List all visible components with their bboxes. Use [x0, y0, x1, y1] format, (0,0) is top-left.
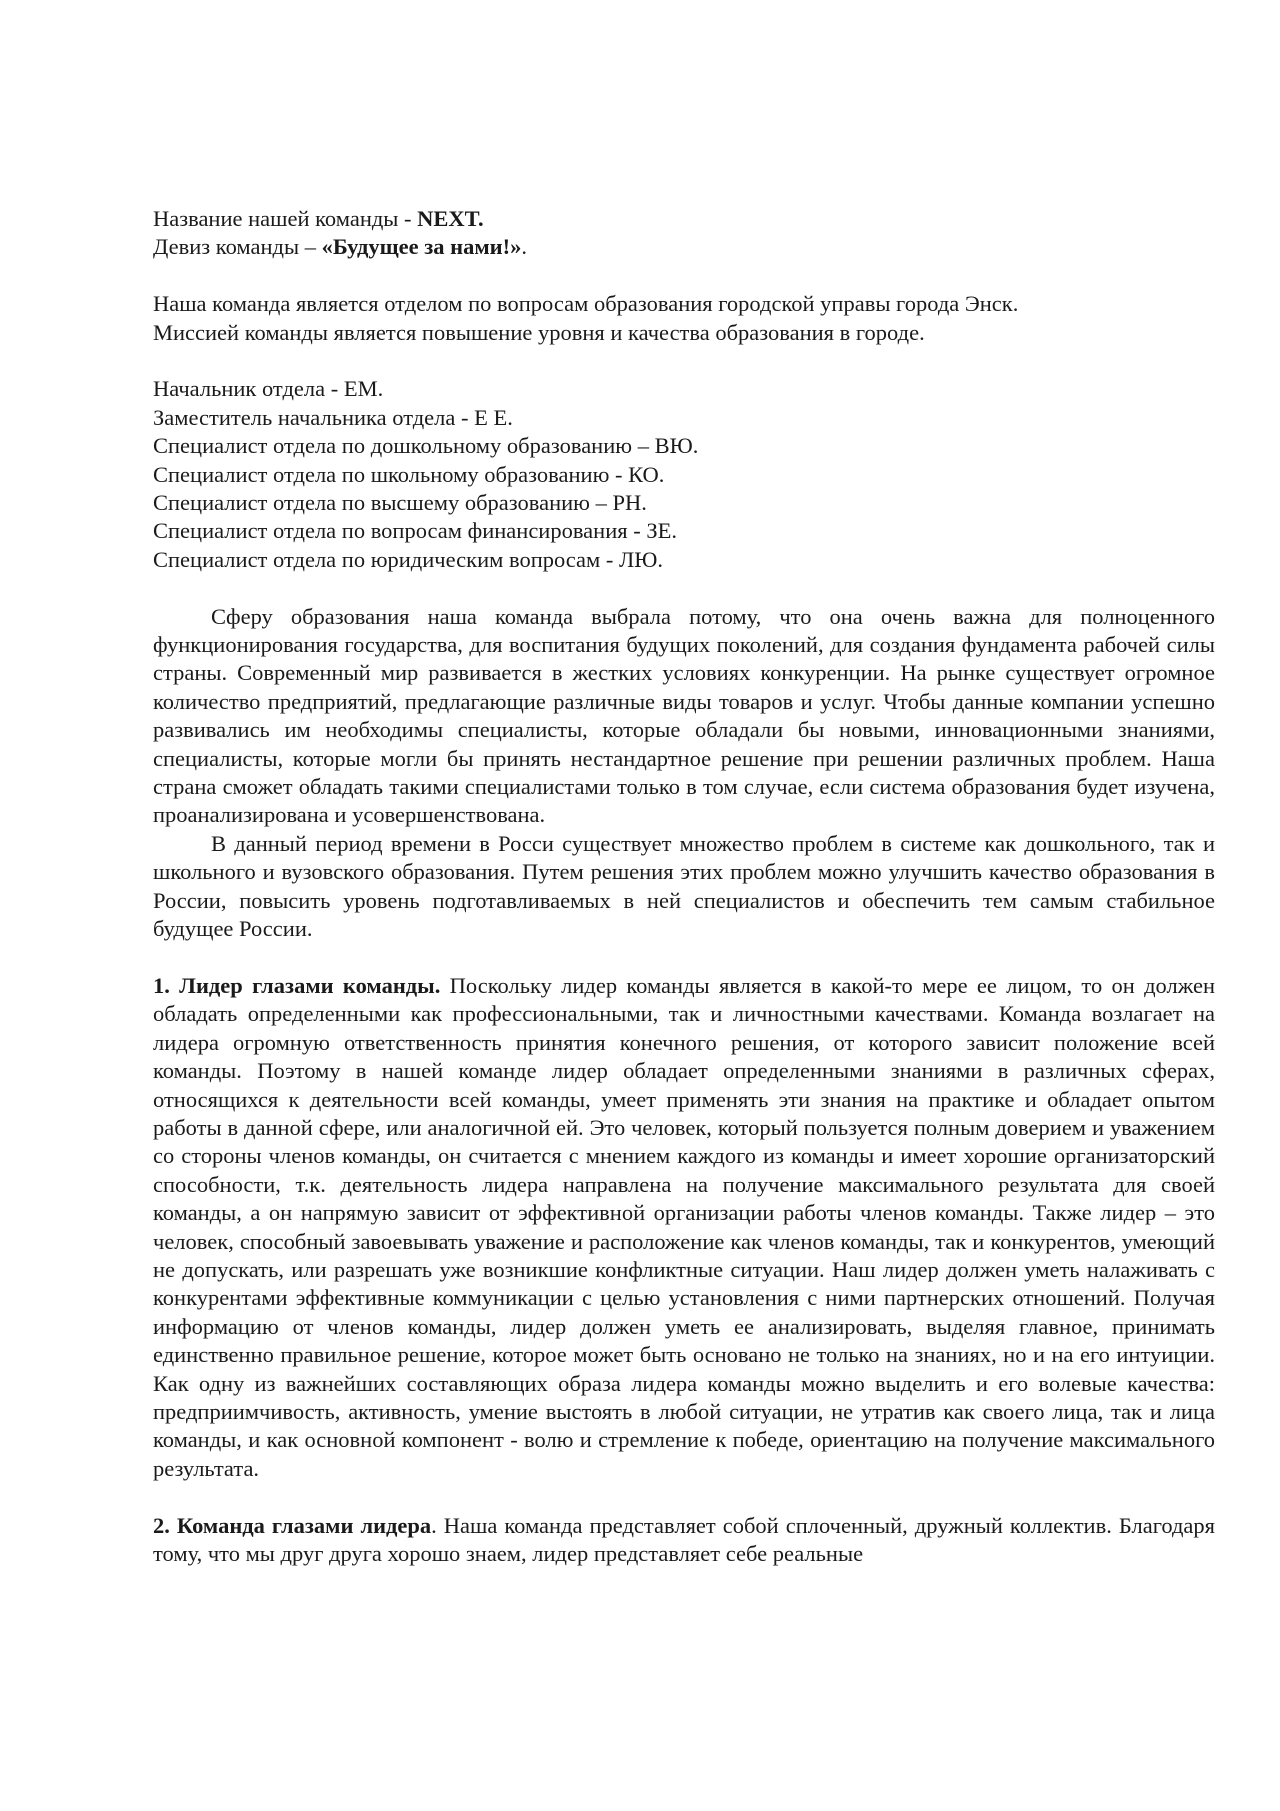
staff-line: Специалист отдела по высшему образованию – РН.	[153, 490, 647, 516]
team-name-line	[153, 205, 1215, 233]
intro-line: Наша команда является отделом по вопросам образования городской управы города Энск.	[153, 291, 1019, 317]
team-name-label: Название нашей команды -	[153, 206, 418, 231]
body-paragraph: Сферу образования наша команда выбрала потому, что она очень важна для полноценного функционирования государства, для воспитания будущих поколений, для создания фундамента рабочей силы страны. Современный мир развивается в жестких условиях конкуренции. На рынке существует огромное количество предприятий, предлагающие различные виды товаров и услуг. Чтобы данные компании успешно развивались им необходимы специалисты, которые обладали бы новыми, инновационными знаниями, специалисты, которые могли бы принять нестандартное решение при решении различных проблем. Наша страна сможет обладать такими специалистами только в том случае, если система образования будет изучена, проанализирована и усовершенствована.	[153, 603, 1215, 828]
body-paragraph: В данный период времени в Росси существует множество проблем в системе как дошкольного, так и школьного и вузовского образования. Путем решения этих проблем можно улучшить качество образования в России, повысить уровень подготавливаемых в ней специалистов и обеспечить тем самым стабильное будущее России.	[153, 830, 1215, 942]
staff-line: Начальник отдела - ЕМ.	[153, 376, 384, 402]
motto-value: «Будущее за нами!»	[321, 234, 522, 260]
section-heading: 1. Лидер глазами команды.	[153, 972, 441, 998]
section-heading-dot: .	[431, 1512, 437, 1538]
section-text: Поскольку лидер команды является в какой-то мере ее лицом, то он должен обладать определенными как профессиональными, так и личностными качествами. Команда возлагает на лидера огромную ответственность принятия конечного решения, от которого зависит положение всей команды. Поэтому в нашей команде лидер обладает определенными знаниями в различных сферах, относящихся к деятельности всей команды, умеет применять эти знания на практике и обладает опытом работы в данной сфере, или аналогичной ей. Это человек, который пользуется полным доверием и уважением со стороны членов команды, он считается с мнением каждого из команды и имеет хорошие организаторский способности, т.к. деятельность лидера направлена на получение максимального результата для своей команды, а он напрямую зависит от эффективной организации работы членов команды. Также лидер – это человек, способный завоевывать уважение и расположение как членов команды, так и конкурентов, умеющий не допускать, или разрешать уже возникшие конфликтные ситуации. Наш лидер должен уметь налаживать с конкурентами эффективные коммуникации с целью установления с ними партнерских отношений. Получая информацию от членов команды, лидер должен уметь ее анализировать, выделяя главное, принимать единственно правильное решение, которое может быть основано не только на знаниях, но и на его интуиции. Как одну из важнейших составляющих образа лидера команды можно выделить и его волевые качества: предприимчивость, активность, умение выстоять в любой ситуации, не утратив как своего лица, так и лица команды, и как основной компонент - волю и стремление к победе, ориентацию на получение максимального результата.	[153, 972, 1215, 1481]
staff-line: Специалист отдела по юридическим вопросам - ЛЮ.	[153, 546, 664, 572]
spacer	[153, 1483, 1215, 1511]
spacer	[153, 944, 1215, 972]
staff-line: Специалист отдела по школьному образованию - КО.	[153, 461, 665, 487]
section-text: Наша команда представляет собой сплоченный, дружный коллектив. Благодаря тому, что мы друг друга хорошо знаем, лидер представляет себе реальные	[153, 1512, 1215, 1567]
spacer	[153, 574, 1215, 602]
staff-line: Специалист отдела по вопросам финансирования - ЗЕ.	[153, 518, 677, 544]
staff-line: Заместитель начальника отдела - Е Е.	[153, 404, 513, 430]
document-page	[153, 205, 1215, 1568]
staff-line: Специалист отдела по дошкольному образованию – ВЮ.	[153, 433, 699, 459]
spacer	[153, 347, 1215, 375]
section-heading: 2. Команда глазами лидера	[153, 1512, 432, 1538]
intro-line: Миссией команды является повышение уровня и качества образования в городе.	[153, 319, 925, 345]
motto-label: Девиз команды –	[153, 234, 322, 260]
section-leader-by-team	[153, 972, 1215, 1483]
motto-line	[153, 233, 1215, 261]
motto-tail: .	[521, 234, 527, 260]
spacer	[153, 262, 1215, 290]
section-team-by-leader	[153, 1512, 1215, 1569]
team-name-value: NEXT.	[417, 206, 484, 231]
